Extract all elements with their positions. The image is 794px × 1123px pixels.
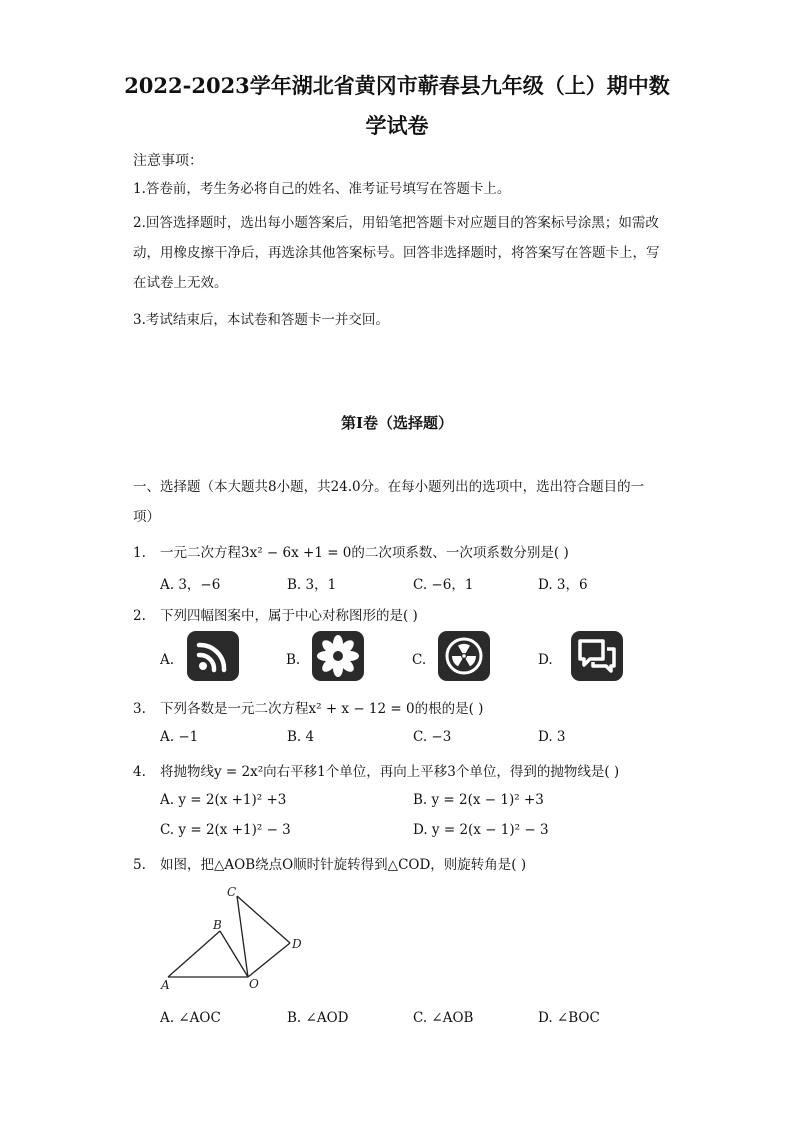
question-4 xyxy=(133,760,619,780)
chat-bubbles-icon xyxy=(571,631,623,681)
question-2 xyxy=(133,604,418,624)
q2-option-c: C. xyxy=(412,652,427,668)
q3-option-b: B. 4 xyxy=(287,729,315,745)
label-c: C xyxy=(227,885,237,899)
segment-bo xyxy=(220,931,248,977)
q4-option-d: D. y = 2(x − 1)² − 3 xyxy=(413,822,549,838)
question-number: 5. xyxy=(133,857,146,873)
q5-option-b: B. ∠AOD xyxy=(287,1010,349,1026)
segment-cd xyxy=(237,896,290,943)
note-3: 3.考试结束后，本试卷和答题卡一并交回。 xyxy=(133,312,389,328)
q4-option-a: A. y = 2(x +1)² +3 xyxy=(160,792,287,808)
notes-heading: 注意事项： xyxy=(133,153,203,169)
question-text: 下列各数是一元二次方程x² + x − 12 = 0的根的是( ) xyxy=(160,701,484,717)
note-2: 2.回答选择题时，选出每小题答案后，用铅笔把答题卡对应题目的答案标号涂黑；如需改动，用橡皮擦干净后，再选涂其他答案标号。回答非选择题时，将答案写在答题卡上，写在试卷上无效。 xyxy=(133,215,660,291)
q3-option-c: C. −3 xyxy=(413,729,452,745)
question-number: 1. xyxy=(133,545,146,561)
q4-option-c: C. y = 2(x +1)² − 3 xyxy=(160,822,291,838)
radiation-icon xyxy=(438,631,490,681)
question-3 xyxy=(133,697,483,717)
flower-icon xyxy=(312,631,364,681)
question-text: 将抛物线y = 2x²向右平移1个单位，再向上平移3个单位，得到的抛物线是( ) xyxy=(160,764,620,780)
q2-option-d: D. xyxy=(538,652,553,668)
q1-option-c: C. −6，1 xyxy=(413,577,474,593)
segment-do xyxy=(248,943,290,977)
q2-option-b: B. xyxy=(286,652,301,668)
segment-ab xyxy=(168,931,220,977)
question-number: 4. xyxy=(133,764,146,780)
q5-option-a: A. ∠AOC xyxy=(160,1010,221,1026)
part-instructions: 一、选择题（本大题共8小题，共24.0分。在每小题列出的选项中，选出符合题目的一项） xyxy=(133,479,645,525)
rss-icon xyxy=(187,631,239,681)
q1-option-d: D. 3，6 xyxy=(538,577,588,593)
rotation-figure xyxy=(158,880,318,995)
question-text: 下列四幅图案中，属于中心对称图形的是( ) xyxy=(160,608,418,624)
q1-option-a: A. 3，−6 xyxy=(160,577,221,593)
label-a: A xyxy=(161,978,170,992)
title-line-2: 学试卷 xyxy=(365,113,429,138)
label-b: B xyxy=(213,918,222,932)
q1-option-b: B. 3，1 xyxy=(287,577,337,593)
note-1: 1.答卷前，考生务必将自己的姓名、准考证号填写在答题卡上。 xyxy=(133,181,511,197)
question-number: 2. xyxy=(133,608,146,624)
question-1 xyxy=(133,541,569,561)
question-text: 如图，把△AOB绕点O顺时针旋转得到△COD，则旋转角是( ) xyxy=(160,857,527,873)
section-title: 第Ⅰ卷（选择题） xyxy=(340,414,454,432)
segment-oc xyxy=(237,896,248,977)
q2-option-a: A. xyxy=(160,652,175,668)
q3-option-d: D. 3 xyxy=(538,729,566,745)
label-d: D xyxy=(292,937,302,951)
q5-option-d: D. ∠BOC xyxy=(538,1010,600,1026)
question-text: 一元二次方程3x² − 6x +1 = 0的二次项系数、一次项系数分别是( ) xyxy=(160,545,569,561)
question-5 xyxy=(133,853,526,873)
q3-option-a: A. −1 xyxy=(160,729,199,745)
q4-option-b: B. y = 2(x − 1)² +3 xyxy=(413,792,544,808)
title-line-1: 2022-2023学年湖北省黄冈市蕲春县九年级（上）期中数 xyxy=(124,73,670,98)
q5-option-c: C. ∠AOB xyxy=(413,1010,474,1026)
label-o: O xyxy=(249,977,259,991)
question-number: 3. xyxy=(133,701,146,717)
